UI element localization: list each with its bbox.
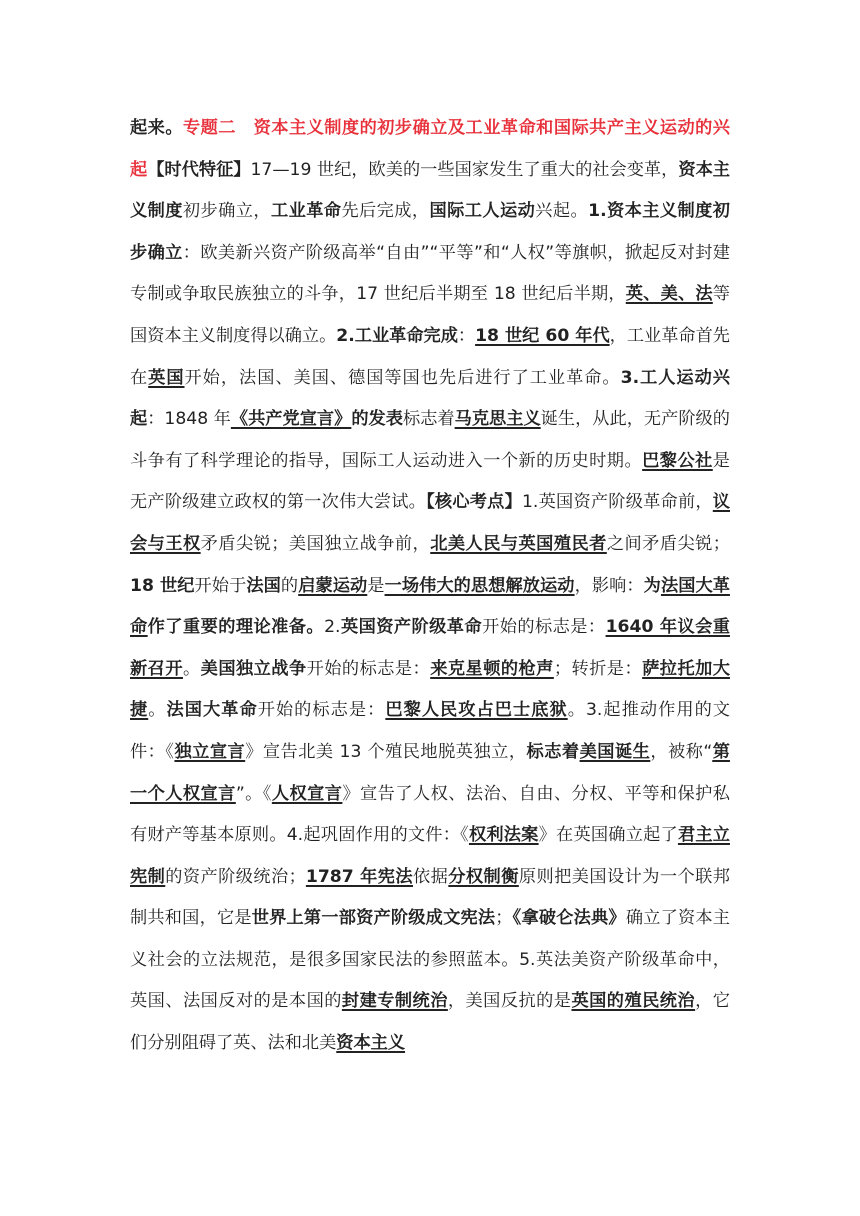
body-text: 是无产阶级建立政权的第一次伟大尝试。 (130, 450, 730, 513)
bold-text: 作了重要的理论准备。 (147, 617, 325, 638)
key-term: 封建专制统治 (341, 991, 448, 1012)
key-term: 18 世纪 60 年代 (475, 325, 610, 346)
body-text: 等国资本主义制度得以确立。 (130, 284, 730, 346)
key-term: 1640 年议会重新召开 (130, 617, 730, 679)
body-text: 开始的标志是： (482, 617, 606, 638)
bold-text: 英国资产阶级革命 (340, 617, 483, 638)
body-text: 开始的标志是： (306, 658, 431, 679)
key-term: 一场伟大的思想解放运动 (384, 575, 575, 596)
body-text: 是 (367, 575, 385, 596)
body-text: 确立了资本主义社会的立法规范，是很多国家民法的参照蓝本。5.英法美资产阶级革命中，英国、法国反对的是本国的 (130, 908, 730, 1012)
body-text: 开始，法国、美国、德国等国也先后进行了工业革命。 (184, 367, 621, 388)
key-term: 萨拉托加大捷 (130, 658, 730, 721)
body-text: 2. (324, 617, 341, 638)
body-text: ，美国反抗的是 (447, 991, 572, 1012)
key-term: 巴黎人民攻占巴士底狱 (385, 700, 568, 721)
body-text: 3.起推动作用的文件：《 (130, 700, 730, 762)
body-text: 》宣告了人权、法治、自由、分权、平等和保护私有财产等基本原则。4.起巩固作用的文件：《 (130, 783, 730, 846)
bold-text: 法国 (246, 575, 281, 596)
key-term: 独立宣言 (174, 741, 246, 762)
bold-text: 2.工业革命完成 (336, 325, 458, 346)
body-text: ，工业革命首先在 (130, 325, 730, 388)
key-term: 来克星顿的枪声 (430, 658, 554, 679)
section-heading: 专题二 资本主义制度的初步确立及工业革命和国际共产主义运动的兴起 (130, 118, 730, 180)
body-text: 。 (148, 700, 167, 721)
body-text: 原则把美国设计为一个联邦制共和国，它是 (130, 866, 730, 929)
bold-text: 为 (643, 575, 661, 596)
bold-text: 3.工人运动兴起 (130, 367, 730, 430)
body-text: 标志着 (402, 409, 455, 430)
key-term: 英国 (148, 367, 185, 388)
key-term: 1787 年宪法 (305, 866, 414, 887)
key-term: 启蒙运动 (298, 575, 368, 596)
body-text: 开始于 (194, 575, 247, 596)
body-text: 先后完成， (341, 201, 430, 222)
body-text: 》宣告北美 13 个殖民地脱英独立， (245, 741, 527, 762)
key-term: 资本主义 (336, 1033, 406, 1054)
bold-text: 的发表 (351, 409, 403, 430)
body-text: ； (495, 908, 513, 929)
bold-text: 【核心考点】 (426, 492, 522, 513)
key-term: 马克思主义 (454, 409, 541, 430)
key-term: 人权宣言 (271, 783, 343, 804)
document-page (130, 108, 730, 1065)
bold-text: 资本主义制度 (130, 159, 730, 222)
key-term: 《共产党宣言》 (230, 409, 352, 430)
key-term: 英国的殖民统治 (571, 991, 696, 1012)
body-text: ：1848 年 (147, 409, 231, 430)
key-term: 分权制衡 (448, 866, 519, 887)
body-text: 初步确立， (182, 201, 271, 222)
body-text: 。 (567, 700, 586, 721)
body-text: 依据 (413, 866, 449, 887)
body-text: 之间矛盾尖锐； (606, 533, 730, 554)
body-text: 17—19 世纪，欧美的一些国家发生了重大的社会变革， (250, 159, 679, 180)
body-paragraph (130, 108, 730, 1065)
bold-text: 标志着 (526, 741, 580, 762)
key-term: 巴黎公社 (642, 450, 713, 471)
body-text: 开始的标志是： (257, 700, 386, 721)
bold-text: 世界上第一部资产阶级成文宪法 (251, 908, 496, 929)
key-term: 法国大革命 (130, 575, 730, 638)
body-text: ；转折是： (553, 658, 643, 679)
body-text: ： (457, 325, 476, 346)
bold-text: 法国大革命 (166, 700, 258, 721)
body-text: 。 (182, 658, 201, 679)
body-text: 1.英国资产阶级革命前， (522, 492, 713, 513)
body-text: ，它们分别阻碍了英、法和北美 (130, 991, 730, 1054)
key-term: 君主立宪制 (130, 825, 730, 887)
body-text: ：欧美新兴资产阶级高举“自由”“平等”和“人权”等旗帜，掀起反对封建专制或争取民族独立的斗争，17 世纪后半期至 18 世纪后半期， (130, 242, 730, 305)
body-text: 诞生，从此，无产阶级的斗争有了科学理论的指导，国际工人运动进入一个新的历史时期。 (130, 409, 730, 471)
key-term: 美国诞生 (579, 741, 651, 762)
key-term: 英、美、法 (625, 284, 713, 305)
body-text: 矛盾尖锐；美国独立战争前， (200, 533, 431, 554)
body-text: 的资产阶级统治； (165, 866, 306, 887)
bold-text: 美国独立战争 (200, 658, 307, 679)
body-text: 兴起。 (535, 201, 589, 222)
key-term: 第一个人权宣言 (130, 741, 730, 804)
body-text: ，被称“ (650, 741, 713, 762)
bold-text: 1.资本主义制度初步确立 (130, 201, 730, 263)
key-term: 权利法案 (468, 825, 539, 846)
body-text: ，影响： (574, 575, 644, 596)
body-text: 》在英国确立起了 (538, 825, 678, 846)
body-text: ”。《 (235, 783, 272, 804)
bold-text: 工业革命 (270, 201, 342, 222)
body-text: 的 (280, 575, 299, 596)
bold-text: 【时代特征】 (147, 159, 251, 180)
bold-text: 起来。 (130, 118, 183, 138)
bold-text: 《拿破仑法典》 (512, 908, 626, 929)
key-term: 北美人民与英国殖民者 (430, 533, 607, 554)
bold-text: 国际工人运动 (429, 201, 536, 222)
key-term: 议会与王权 (130, 492, 730, 554)
bold-text: 18 世纪 (130, 575, 195, 596)
